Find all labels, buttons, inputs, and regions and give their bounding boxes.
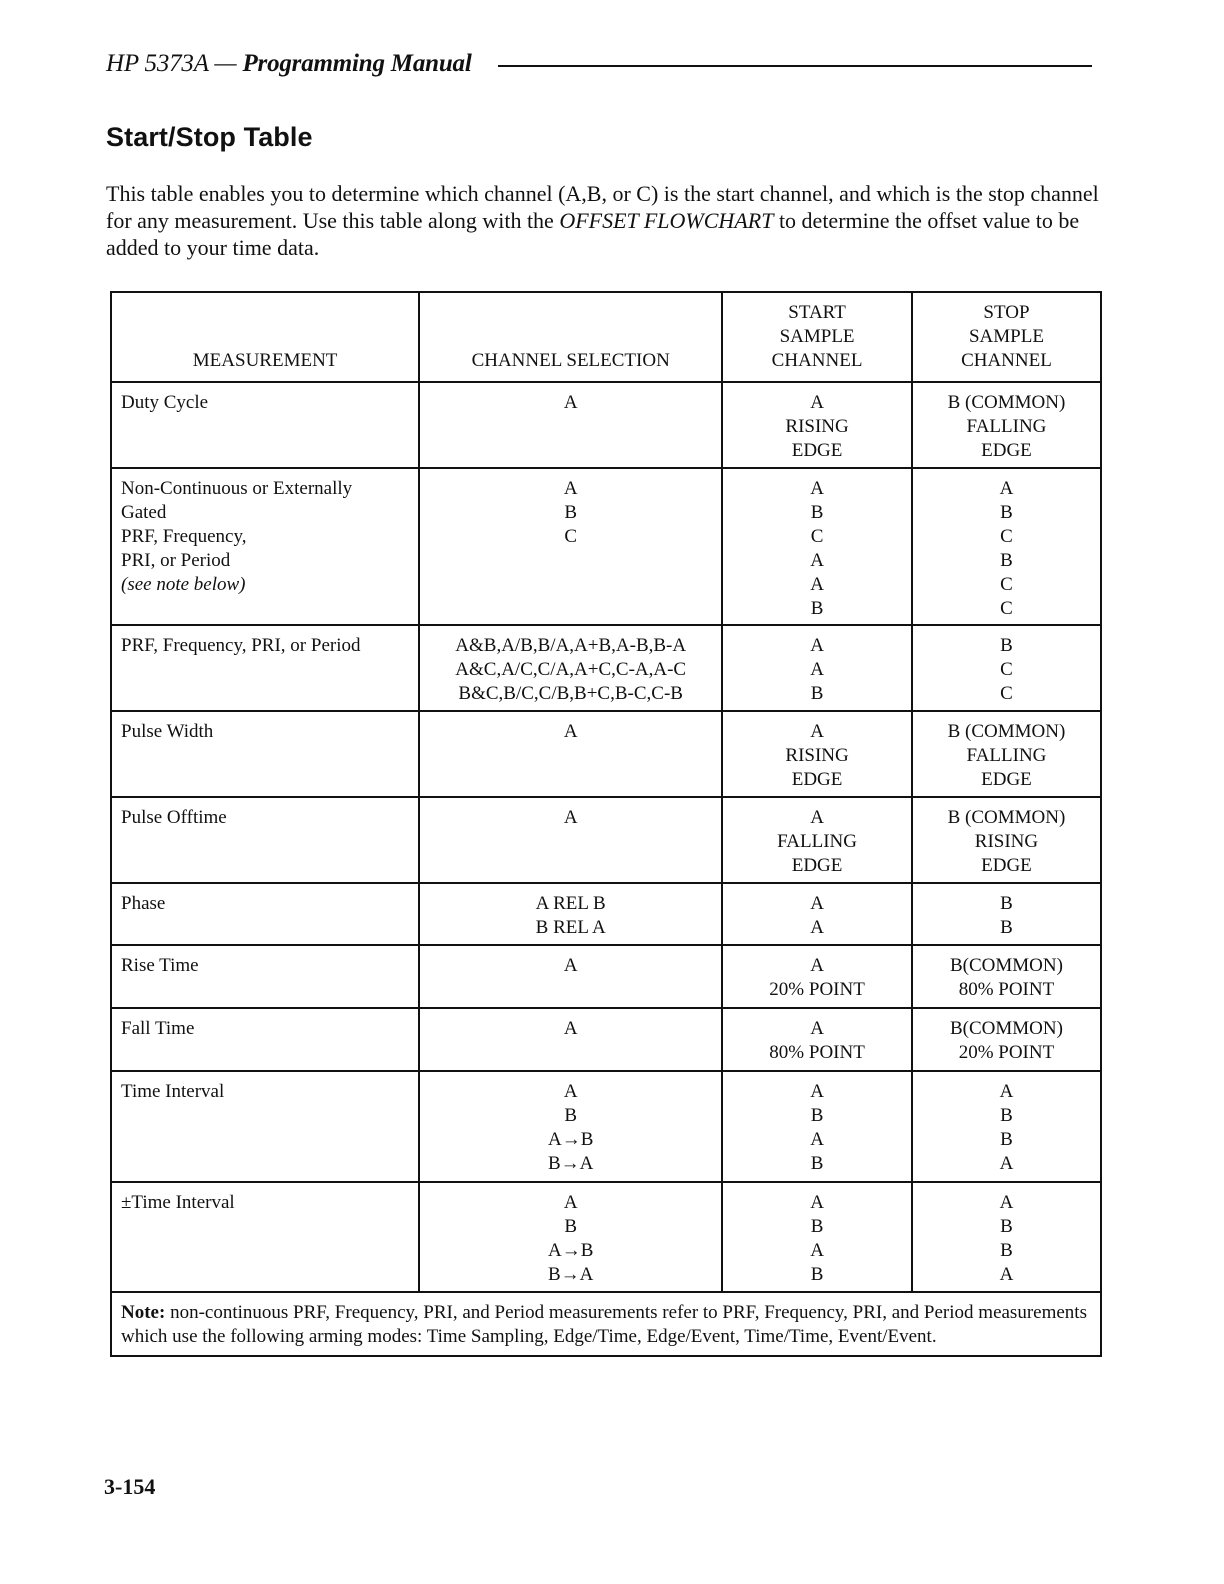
cell-line: B [1000,1216,1013,1237]
stop-channel-cell [912,883,1101,945]
channel-selection-cell [419,1008,722,1071]
header-line: SAMPLE [779,326,855,347]
cell-line: A [999,1153,1014,1174]
note-row [111,1292,1101,1356]
cell-line: 80% POINT [958,979,1055,1000]
start-channel-cell [722,468,912,625]
table-row [111,625,1101,711]
cell-line: A [810,1081,824,1102]
cell-line: A [563,955,578,976]
channel-selection-cell [419,797,722,883]
channel-selection-cell [419,468,722,625]
cell-line: EDGE [791,855,843,876]
start-channel-cell [722,382,912,468]
table-row [111,711,1101,797]
cell-line: C [1000,683,1013,704]
cell-line: A [810,574,824,595]
manual-title [106,50,472,78]
channel-selection-cell [419,945,722,1008]
measurement-cell [111,797,419,883]
header-line: CHANNEL SELECTION [471,350,670,371]
cell-line: B(COMMON) [949,1018,1063,1039]
cell-line: B(COMMON) [949,955,1063,976]
cell-line: A [810,550,824,571]
cell-line: C [1000,598,1013,619]
cell-line: EDGE [791,769,843,790]
cell-line: 20% POINT [769,979,865,1000]
cell-line: A [999,1081,1014,1102]
cell-line: C [1000,574,1013,595]
cell-line: A [810,955,824,976]
table-row [111,883,1101,945]
see-note-reference: (see note below) [121,574,246,595]
cell-line: B→A [547,1264,594,1285]
cell-line: A→B [547,1240,594,1261]
stop-channel-cell [912,945,1101,1008]
channel-selection-cell [419,625,722,711]
section-title: Start/Stop Table [106,122,313,152]
cell-line: Gated [121,502,167,523]
header-stop-sample-channel [912,292,1101,382]
cell-line: Non-Continuous or Externally [121,478,353,499]
measurement-cell [111,382,419,468]
cell-line: FALLING [966,416,1047,437]
cell-line: A [810,635,824,656]
stop-channel-cell [912,1182,1101,1292]
cell-line: A→B [547,1129,594,1150]
cell-line: B [810,502,824,523]
offset-flowchart-reference: OFFSET FLOWCHART [559,208,774,233]
cell-line: B [1000,1105,1013,1126]
header-channel-selection [419,292,722,382]
cell-line: A [810,1129,824,1150]
cell-line: B [810,598,824,619]
cell-line: B [564,1216,578,1237]
cell-line: A [563,478,578,499]
cell-line: EDGE [981,855,1032,876]
stop-channel-cell [912,711,1101,797]
header-rule [498,65,1092,67]
table-row [111,468,1101,625]
header-line: START [788,302,846,323]
cell-line: Fall Time [121,1018,195,1039]
cell-line: B&C,B/C,C/B,B+C,B-C,C-B [458,683,683,704]
cell-line: Duty Cycle [121,392,209,413]
cell-line: A REL B [535,893,606,914]
measurement-cell [111,711,419,797]
cell-line: EDGE [791,440,843,461]
start-channel-cell [722,1182,912,1292]
cell-line: C [1000,526,1013,547]
cell-line: B [564,502,578,523]
cell-line: ±Time Interval [121,1192,235,1213]
cell-line: B [1000,893,1013,914]
table-row [111,1071,1101,1182]
cell-line: RISING [785,416,849,437]
channel-selection-cell [419,1071,722,1182]
cell-line: PRF, Frequency, PRI, or Period [121,635,361,656]
header-line: STOP [983,302,1030,323]
cell-line: A [563,721,578,742]
cell-line: A [563,807,578,828]
cell-line: B [564,1105,578,1126]
header-start-sample-channel [722,292,912,382]
stop-channel-cell [912,468,1101,625]
channel-selection-cell [419,382,722,468]
cell-line: A [810,659,824,680]
start-channel-cell [722,945,912,1008]
table-row [111,1182,1101,1292]
cell-line: A [999,478,1014,499]
stop-channel-cell [912,1071,1101,1182]
cell-line: A [810,1192,824,1213]
stop-channel-cell [912,797,1101,883]
cell-line: Pulse Offtime [121,807,227,828]
intro-text-2: to determine the offset value to be added to your time data. [106,208,1080,260]
start-channel-cell [722,883,912,945]
cell-line: B [1000,1129,1013,1150]
table-row [111,945,1101,1008]
cell-line: Phase [121,893,166,914]
manual-title-emphasis: Programming Manual [242,50,472,77]
cell-line: B (COMMON) [947,721,1066,742]
cell-line: 80% POINT [769,1042,865,1063]
cell-line: PRF, Frequency, [121,526,247,547]
measurement-cell [111,1071,419,1182]
channel-selection-cell [419,1182,722,1292]
header-measurement [111,292,419,382]
cell-line: Pulse Width [121,721,214,742]
cell-line: B REL A [535,917,606,938]
cell-line: C [1000,659,1013,680]
cell-line: A&B,A/B,B/A,A+B,A-B,B-A [455,635,687,656]
header-line: CHANNEL [961,350,1052,371]
cell-line: EDGE [981,769,1032,790]
cell-line: B [810,1153,824,1174]
cell-line: C [810,526,824,547]
channel-selection-cell [419,711,722,797]
start-channel-cell [722,1071,912,1182]
cell-line: A [810,1018,824,1039]
cell-line: FALLING [966,745,1047,766]
start-channel-cell [722,797,912,883]
cell-line: A [563,1192,578,1213]
cell-line: A [999,1264,1014,1285]
cell-line: B [810,1264,824,1285]
cell-line: RISING [974,831,1039,852]
table-row [111,382,1101,468]
measurement-cell [111,625,419,711]
table-header-row [111,292,1101,382]
cell-line: B [1000,1240,1013,1261]
cell-line: A [999,1192,1014,1213]
intro-text-1: This table enables you to determine which channel (A,B, or C) is the start channel, and which is the stop channel for any measurement. Use this table along with the [106,181,1099,233]
cell-line: A [810,807,824,828]
cell-line: A [810,721,824,742]
cell-line: B [1000,635,1013,656]
cell-line: B (COMMON) [947,392,1066,413]
cell-line: B [810,1216,824,1237]
cell-line: B [810,683,824,704]
cell-line: B (COMMON) [947,807,1066,828]
header-line: SAMPLE [968,326,1044,347]
stop-channel-cell [912,625,1101,711]
cell-line: B [1000,550,1013,571]
stop-channel-cell [912,382,1101,468]
cell-line: A [563,1018,578,1039]
cell-line: A [563,392,578,413]
table-row [111,1008,1101,1071]
cell-line: A [810,893,824,914]
cell-line: A&C,A/C,C/A,A+C,C-A,A-C [455,659,687,680]
cell-line: A [810,917,824,938]
cell-line: 20% POINT [958,1042,1055,1063]
note-label: Note: [121,1302,166,1323]
cell-line: Rise Time [121,955,199,976]
measurement-cell [111,1182,419,1292]
cell-line: Time Interval [121,1081,225,1102]
manual-title-prefix: HP 5373A — [106,50,243,77]
start-stop-table [110,291,1102,1357]
measurement-cell [111,945,419,1008]
start-channel-cell [722,1008,912,1071]
cell-line: A [810,1240,824,1261]
cell-line: A [563,1081,578,1102]
measurement-cell [111,1008,419,1071]
stop-channel-cell [912,1008,1101,1071]
table-row [111,797,1101,883]
intro-paragraph [106,180,1106,261]
cell-line: B→A [547,1153,594,1174]
cell-line: B [810,1105,824,1126]
cell-line: PRI, or Period [121,550,231,571]
header-line: MEASUREMENT [192,350,338,371]
table-note [111,1292,1101,1356]
cell-line: RISING [785,745,849,766]
cell-line: A [810,392,824,413]
measurement-cell [111,468,419,625]
cell-line: B [1000,917,1013,938]
start-channel-cell [722,625,912,711]
page-header [106,48,1092,80]
cell-line: C [564,526,578,547]
cell-line: EDGE [981,440,1032,461]
start-channel-cell [722,711,912,797]
header-line: CHANNEL [771,350,863,371]
channel-selection-cell [419,883,722,945]
cell-line: A [810,478,824,499]
cell-line: FALLING [777,831,857,852]
cell-line: B [1000,502,1013,523]
measurement-cell [111,883,419,945]
note-text: non-continuous PRF, Frequency, PRI, and Period measurements refer to PRF, Frequency, PRI, and Period measurements which use the following arming modes: Time Sampling, Edge/Time, Edge/Event, Time/Time, Event/Event. [121,1302,1087,1347]
page-number: 3-154 [104,1474,156,1499]
